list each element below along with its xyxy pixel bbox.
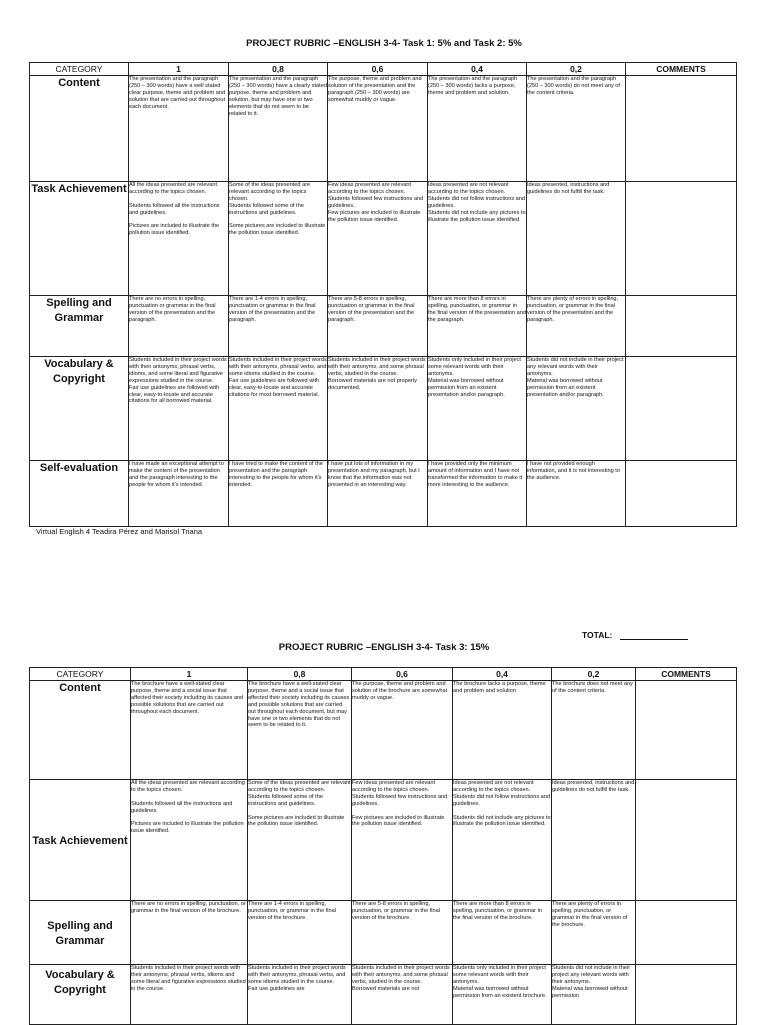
table-row <box>30 76 737 182</box>
column-header-score: 0,8 <box>229 63 328 76</box>
category-label: Vocabulary & Copyright <box>30 965 131 1025</box>
criterion-cell: Students only included in their project some relevant words with their antonyms. Material was borrowed without permission from an existent brochure. <box>453 965 552 1025</box>
criterion-cell: The presentation and the paragraph (250 – 300 words) have a well stated clear purpose, theme and problem and solution that are carried out throughout each document. <box>129 76 229 182</box>
criterion-cell: The presentation and the paragraph (250 – 300 words) do not meet any of the content criteria. <box>527 76 626 182</box>
total-label: TOTAL: <box>582 630 613 640</box>
criterion-cell: Students included in their project words with their antonyms, and some phrasal verbs, studied in the course. Borrowed materials are not properly documented. <box>328 357 428 461</box>
comment-cell[interactable] <box>636 965 737 1025</box>
table-row <box>30 901 737 965</box>
criterion-cell: I have made an exceptional attempt to make the content of the presentation and the paragraph interesting to the people for whom it’s intended. <box>129 461 229 527</box>
column-header-category: CATEGORY <box>30 668 131 681</box>
column-header-comments: COMMENTS <box>626 63 737 76</box>
header-row <box>30 63 737 76</box>
criterion-cell: The purpose, theme and problem and solution of the brochure are somewhat muddy or vague. <box>352 681 453 780</box>
criterion-cell: Students did not include in their project any relevant words with their antonyms. Material was borrowed without permission from an existent presentation and/or paragraph. <box>527 357 626 461</box>
criterion-cell: There are more than 8 errors in spelling, punctuation, or grammar in the final version of the brochure. <box>453 901 552 965</box>
criterion-cell: The presentation and the paragraph (250 – 300 words) lacks a purpose, theme and problem and solution. <box>428 76 527 182</box>
table-row <box>30 461 737 527</box>
comment-cell[interactable] <box>626 296 737 357</box>
column-header-score: 0,2 <box>552 668 636 681</box>
category-label: Spelling and Grammar <box>30 901 131 965</box>
rubric-2-title: PROJECT RUBRIC –ENGLISH 3-4- Task 3: 15% <box>278 642 490 653</box>
category-label: Self-evaluation <box>30 461 129 527</box>
table-row <box>30 296 737 357</box>
column-header-category: CATEGORY <box>30 63 129 76</box>
criterion-cell: I have tried to make the content of the presentation and the paragraph interesting to the people for whom it’s intended. <box>229 461 328 527</box>
column-header-score: 0,8 <box>248 668 352 681</box>
criterion-cell: There are 1-4 errors in spelling, punctuation or grammar in the final version of the presentation and the paragraph. <box>229 296 328 357</box>
criterion-cell: Ideas presented, instructions and guidelines do not fulfill the task. <box>527 182 626 296</box>
comment-cell[interactable] <box>636 901 737 965</box>
criterion-cell: Students included in their project words with their antonyms, phrasal verbs, idioms, and some literal and figurative expressions studied in the course. Fair use guidelines are followed with clear, easy-to-locate and accurate citations for all borrowed material. <box>129 357 229 461</box>
criterion-cell: I have provided only the minimum amount of information and I have not transformed the information to make it more interesting to the audience. <box>428 461 527 527</box>
criterion-cell: There are no errors in spelling, punctuation or grammar in the final version of the presentation and the paragraph. <box>129 296 229 357</box>
criterion-cell: Ideas presented are not relevant according to the topics chosen. Students did not follow instructions and guidelines. Students did not include any pictures to illustrate the pollution issue identified. <box>453 780 552 901</box>
table-row <box>30 681 737 780</box>
total-score-line[interactable] <box>620 639 688 640</box>
rubric-1-title: PROJECT RUBRIC –ENGLISH 3-4- Task 1: 5% and Task 2: 5% <box>246 38 522 49</box>
criterion-cell: Students included in their project words with their antonyms, and some phrasal verbs, studied in the course. Borrowed materials are not <box>352 965 453 1025</box>
category-label: Task Achievement <box>30 182 129 296</box>
criterion-cell: Some of the ideas presented are relevant according to the topics chosen. Students followed some of the instructions and guidelines. Some pictures are included to illustrate the pollution issue identified. <box>229 182 328 296</box>
table-row <box>30 357 737 461</box>
criterion-cell: Ideas presented, instructions and guidelines do not fulfill the task. <box>552 780 636 901</box>
criterion-cell: Few ideas presented are relevant according to the topics chosen. Students followed few instructions and guidelines. Few pictures are included to illustrate the pollution issue identified. <box>352 780 453 901</box>
criterion-cell: Students included in their project words with their antonyms, phrasal verbs, and some idioms studied in the course. Fair use guidelines are followed with clear, easy-to-locate and accurate citations for most borrowed material. <box>229 357 328 461</box>
criterion-cell: There are more than 8 errors in spelling, punctuation, or grammar in the final version of the presentation and the paragraph. <box>428 296 527 357</box>
criterion-cell: There are plenty of errors in spelling, punctuation, or grammar in the final version of the brochure. <box>552 901 636 965</box>
category-label: Task Achievement <box>30 780 131 901</box>
comment-cell[interactable] <box>636 780 737 901</box>
table-row <box>30 780 737 901</box>
criterion-cell: All the ideas presented are relevant according to the topics chosen. Students followed all the instructions and guidelines. Pictures are included to illustrate the pollution issue identified. <box>129 182 229 296</box>
criterion-cell: The presentation and the paragraph (250 – 300 words) have a clearly stated purpose, theme and problem and solution, but may have one or two elements that do not seem to be related to it. <box>229 76 328 182</box>
criterion-cell: The brochure does not meet any of the content criteria. <box>552 681 636 780</box>
rubric-table-task-3 <box>29 667 737 1025</box>
table-row <box>30 182 737 296</box>
column-header-score: 0,6 <box>328 63 428 76</box>
category-label: Content <box>30 681 131 780</box>
header-row <box>30 668 737 681</box>
criterion-cell: Students only included in their project some relevant words with their antonyms. Material was borrowed without permission from an existent presentation and/or paragraph. <box>428 357 527 461</box>
author-credit: Virtual English 4 Teadira Pérez and Marisol Triana <box>36 527 203 536</box>
criterion-cell: There are 5-8 errors in spelling, punctuation, or grammar in the final version of the brochure. <box>352 901 453 965</box>
criterion-cell: The purpose, theme and problem and solution of the presentation and the paragraph (250 – 300 words) are somewhat muddy or vague. <box>328 76 428 182</box>
column-header-score: 0,6 <box>352 668 453 681</box>
criterion-cell: Few ideas presented are relevant according to the topics chosen. Students followed few instructions and guidelines. Few pictures are included to illustrate the pollution issue identified. <box>328 182 428 296</box>
column-header-score: 1 <box>129 63 229 76</box>
criterion-cell: There are no errors in spelling, punctuation, or grammar in the final version of the brochure. <box>131 901 248 965</box>
comment-cell[interactable] <box>626 357 737 461</box>
rubric-table-task-1-2 <box>29 62 737 527</box>
criterion-cell: I have not provided enough information, and it is not interesting to the audience. <box>527 461 626 527</box>
category-label: Vocabulary & Copyright <box>30 357 129 461</box>
comment-cell[interactable] <box>626 76 737 182</box>
criterion-cell: The brochure have a well-stated clear purpose, theme and a social issue that affected their society including its causes and possible solutions that are carried out throughout each document. <box>131 681 248 780</box>
criterion-cell: Some of the ideas presented are relevant according to the topics chosen. Students followed some of the instructions and guidelines. Some pictures are included to illustrate the pollution issue identified. <box>248 780 352 901</box>
criterion-cell: There are 5-8 errors in spelling, punctuation or grammar in the final version of the presentation and the paragraph. <box>328 296 428 357</box>
column-header-comments: COMMENTS <box>636 668 737 681</box>
column-header-score: 1 <box>131 668 248 681</box>
criterion-cell: Students included in their project words with their antonyms, phrasal verbs, idioms and some literal and figurative expressions studied in the course. <box>131 965 248 1025</box>
category-label: Content <box>30 76 129 182</box>
criterion-cell: The brochure have a well-stated clear purpose, theme and a social issue that affected their society including its causes and possible solutions that are carried out throughout each document, but may have one or two elements that do not seem to be related to it. <box>248 681 352 780</box>
criterion-cell: Students did not include in their project any relevant words with their antonyms. Material was borrowed without permission <box>552 965 636 1025</box>
criterion-cell: All the ideas presented are relevant according to the topics chosen. Students followed all the instructions and guidelines. Pictures are included to illustrate the pollution issue identified. <box>131 780 248 901</box>
comment-cell[interactable] <box>636 681 737 780</box>
table-row <box>30 965 737 1025</box>
column-header-score: 0,4 <box>453 668 552 681</box>
column-header-score: 0,4 <box>428 63 527 76</box>
comment-cell[interactable] <box>626 182 737 296</box>
criterion-cell: Students included in their project words with their antonyms, phrasal verbs, and some idioms studied in the course. Fair use guidelines are <box>248 965 352 1025</box>
criterion-cell: The brochure lacks a purpose, theme and problem and solution <box>453 681 552 780</box>
comment-cell[interactable] <box>626 461 737 527</box>
criterion-cell: There are 1-4 errors in spelling, punctuation, or grammar in the final version of the brochure. <box>248 901 352 965</box>
category-label: Spelling and Grammar <box>30 296 129 357</box>
criterion-cell: I have put lots of information in my presentation and my paragraph, but I know that the information was not presented in an interesting way. <box>328 461 428 527</box>
column-header-score: 0,2 <box>527 63 626 76</box>
criterion-cell: There are plenty of errors in spelling, punctuation, or grammar in the final version of the presentation and the paragraph. <box>527 296 626 357</box>
criterion-cell: Ideas presented are not relevant according to the topics chosen. Students did not follow instructions and guidelines. Students did not include any pictures to illustrate the pollution issue identified. <box>428 182 527 296</box>
